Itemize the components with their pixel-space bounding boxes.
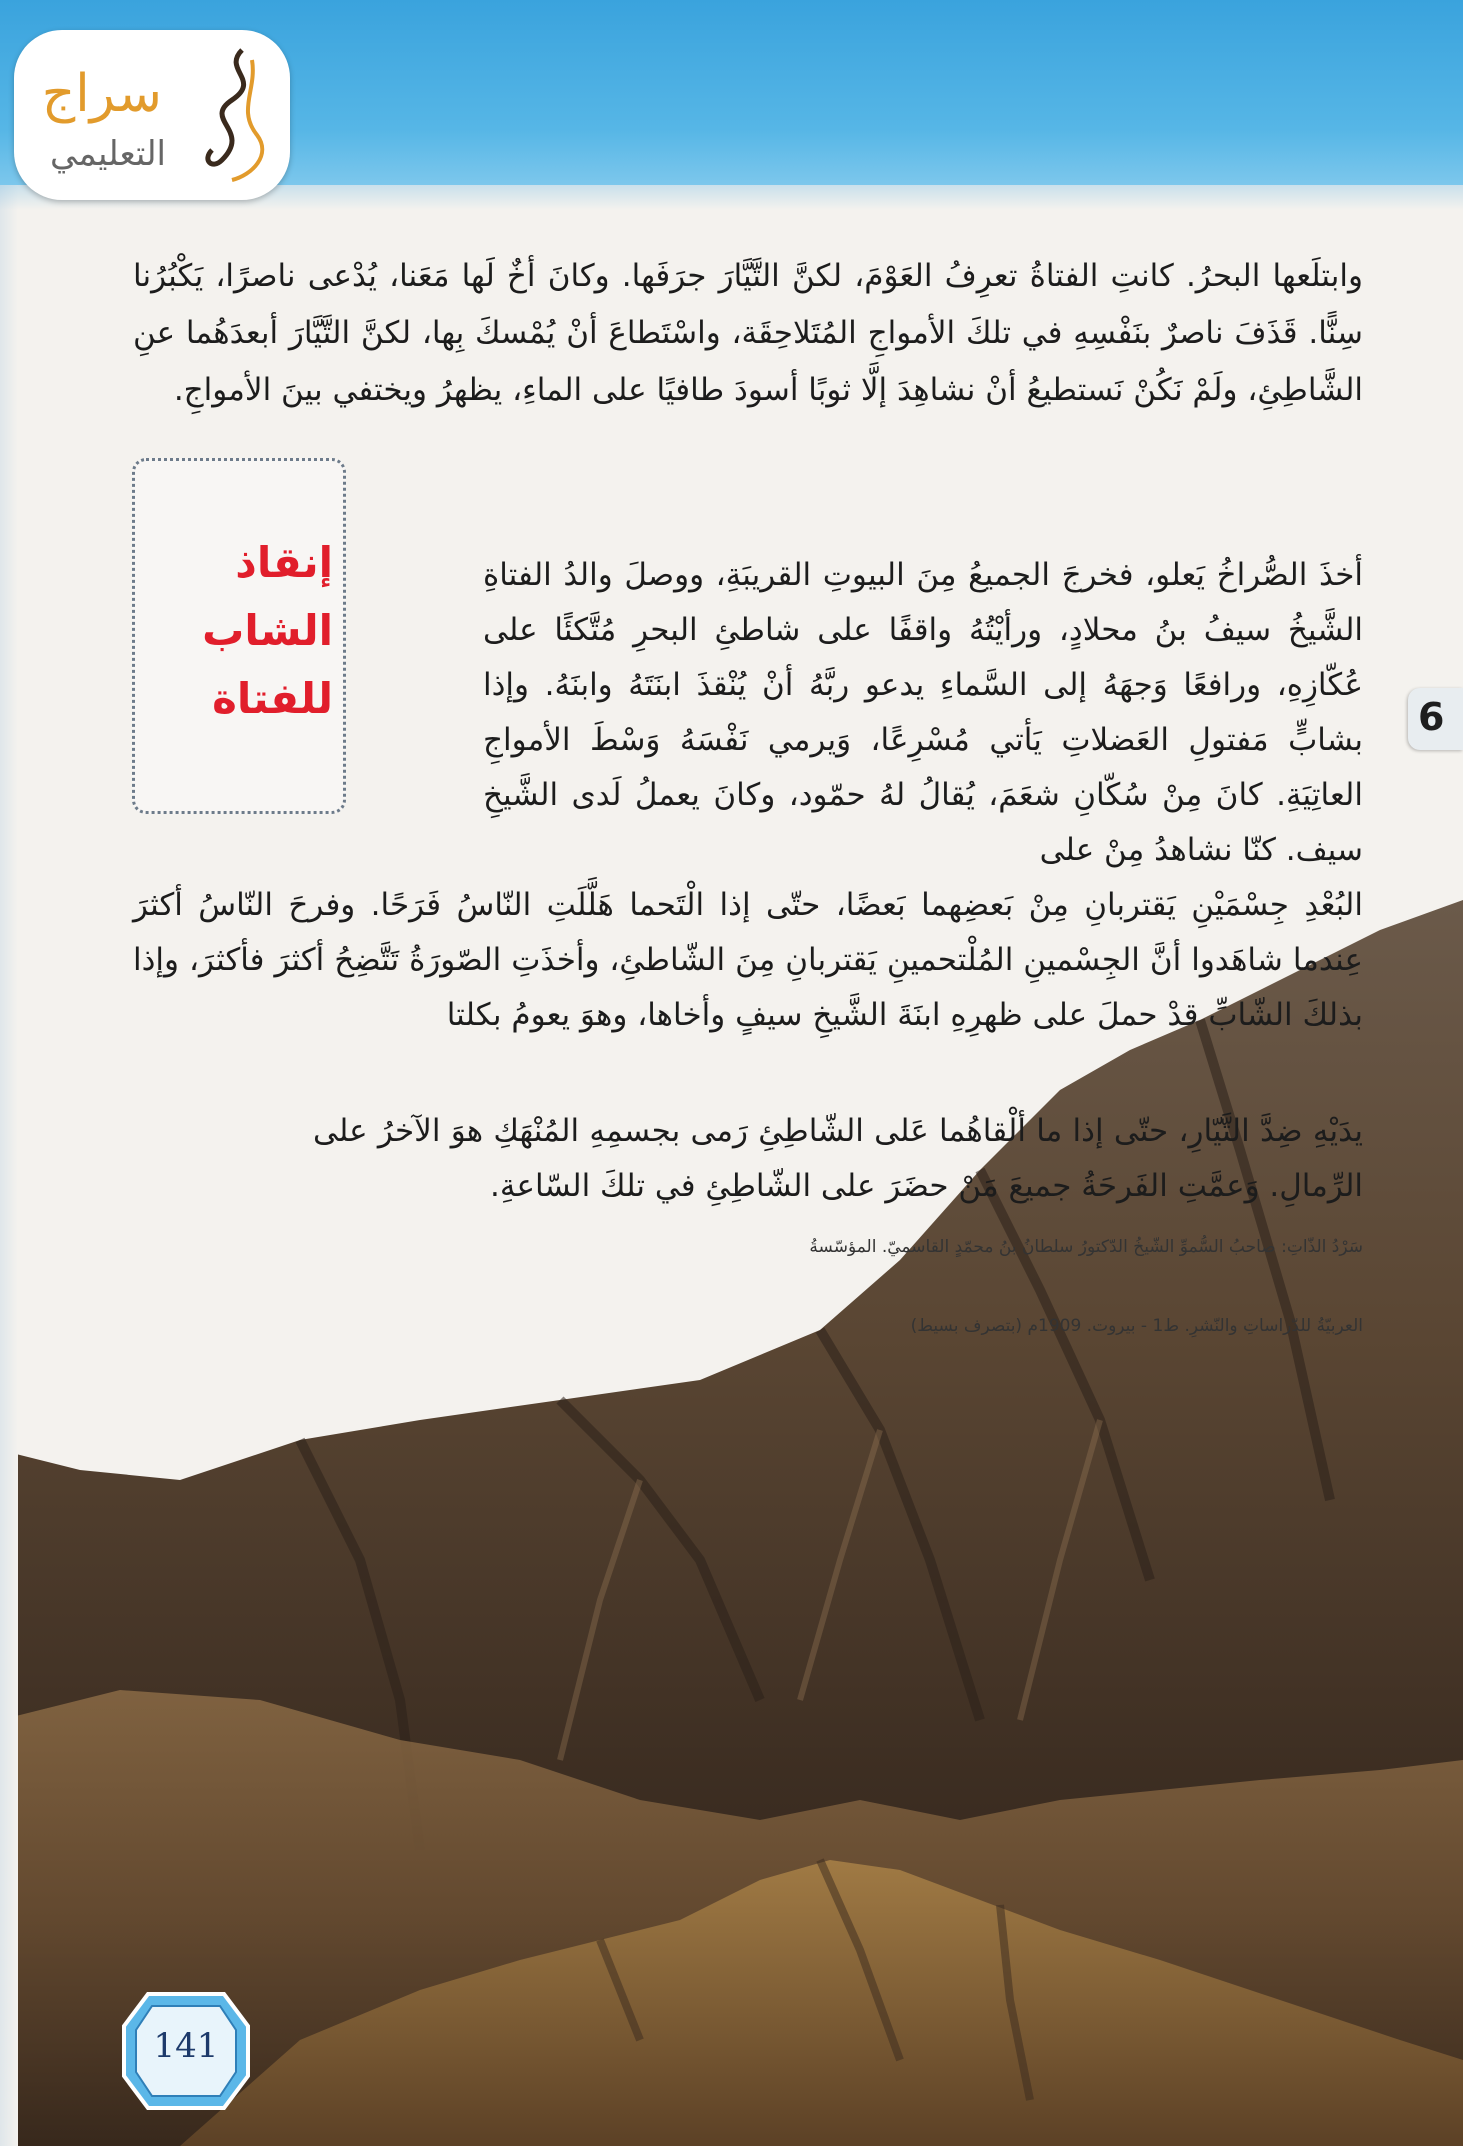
- section-heading-box: [132, 458, 346, 814]
- logo-subtitle: التعليمي: [50, 134, 166, 174]
- calligraphy-mark-icon: [182, 40, 282, 190]
- section-heading: [133, 529, 333, 733]
- citation-line-2: العربيّةُ للدّراساتِ والنّشرِ. ط1 - بيروت. 1909م (بتصرف بسيط): [910, 1316, 1363, 1336]
- citation-line-1: سَرْدُ الذّاتِ: صاحبُ السُّموِّ الشّيخُ الدّكتورُ سلطانُ بنُ محمّدٍ القاسميّ. المؤسّسةُ: [809, 1237, 1363, 1257]
- paragraph-2: أخذَ الصُّراخُ يَعلو، فخرجَ الجميعُ مِنَ البيوتِ القريبَةِ، ووصلَ والدُ الفتاةِ الشَّيخُ سيفُ بنُ محلادٍ، ورأيْتُهُ واقفًا على شاطئِ البحرِ مُتَّكئًا على عُكّازِهِ، ورافعًا وَجهَهُ إلى السَّماءِ يدعو ربَّهُ أنْ يُنْقذَ ابنَتَهُ وابنَهُ. وإذا بشابٍّ مَفتولِ العَضلاتِ يَأتي مُسْرِعًا، وَيرمي نَفْسَهُ وَسْطَ الأمواجِ العاتِيَةِ. كانَ مِنْ سُكّانِ شعَمَ، يُقالُ لهُ حمّود، وكانَ يعملُ لَدى الشَّيخِ سيف. كنّا نشاهدُ مِنْ على: [483, 557, 1363, 868]
- page-number-badge: [118, 1986, 254, 2116]
- chapter-number: 6: [1418, 695, 1445, 739]
- page-number: 141: [153, 2026, 219, 2066]
- page-edge: [0, 0, 18, 2146]
- paragraph-3: البُعْدِ جِسْمَيْنِ يَقتربانِ مِنْ بَعضِهما بَعضًا، حتّى إذا الْتَحما هَلَّلَتِ النّاسُ فَرَحًا. وفرحَ النّاسُ أكثرَ عِندما شاهَدوا أنَّ الجِسْمينِ المُلْتحمينِ يَقتربانِ مِنَ الشّاطئِ، وأخذَتِ الصّورَةُ تَتَّضِحُ أكثرَ فأكثرَ، وإذا بذلكَ الشّابِّ قدْ حملَ على ظهرِهِ ابنَةَ الشَّيخِ سيفٍ وأخاها، وهوَ يعومُ بكلتا: [133, 887, 1363, 1033]
- siraj-logo: [14, 30, 290, 200]
- paragraph-4: يدَيْهِ ضِدَّ التَّيّارِ، حتّى إذا ما ألْقاهُما عَلى الشّاطِئِ رَمى بجسمِهِ المُنْهَكِ هوَ الآخرُ على الرِّمالِ. وَعمَّتِ الفَرحَةُ جميعَ مَنْ حضَرَ على الشّاطِئِ في تلكَ السّاعةِ.: [313, 1113, 1363, 1204]
- section-heading-line-2: للفتاة: [212, 674, 333, 723]
- section-heading-line-1: إنقاذ الشاب: [202, 538, 333, 655]
- paragraph-1: وابتلَعها البحرُ. كانتِ الفتاةُ تعرِفُ العَوْمَ، لكنَّ التَّيَّارَ جرَفَها. وكانَ أخٌ لَها مَعَنا، يُدْعى ناصرًا، يَكْبُرُنا سِنًّا. قَذَفَ ناصرٌ بنَفْسِهِ في تلكَ الأمواجِ المُتَلاحِقَة، واسْتَطاعَ أنْ يُمْسكَ بِها، لكنَّ التَّيَّارَ أبعدَهُما عنِ الشَّاطِئِ، ولَمْ نَكُنْ نَستطيعُ أنْ نشاهِدَ إلَّا ثوبًا أسودَ طافيًا على الماءِ، يظهرُ ويختفي بينَ الأمواجِ.: [133, 258, 1363, 408]
- chapter-tab: [1408, 688, 1463, 750]
- logo-title: سراج: [41, 64, 162, 124]
